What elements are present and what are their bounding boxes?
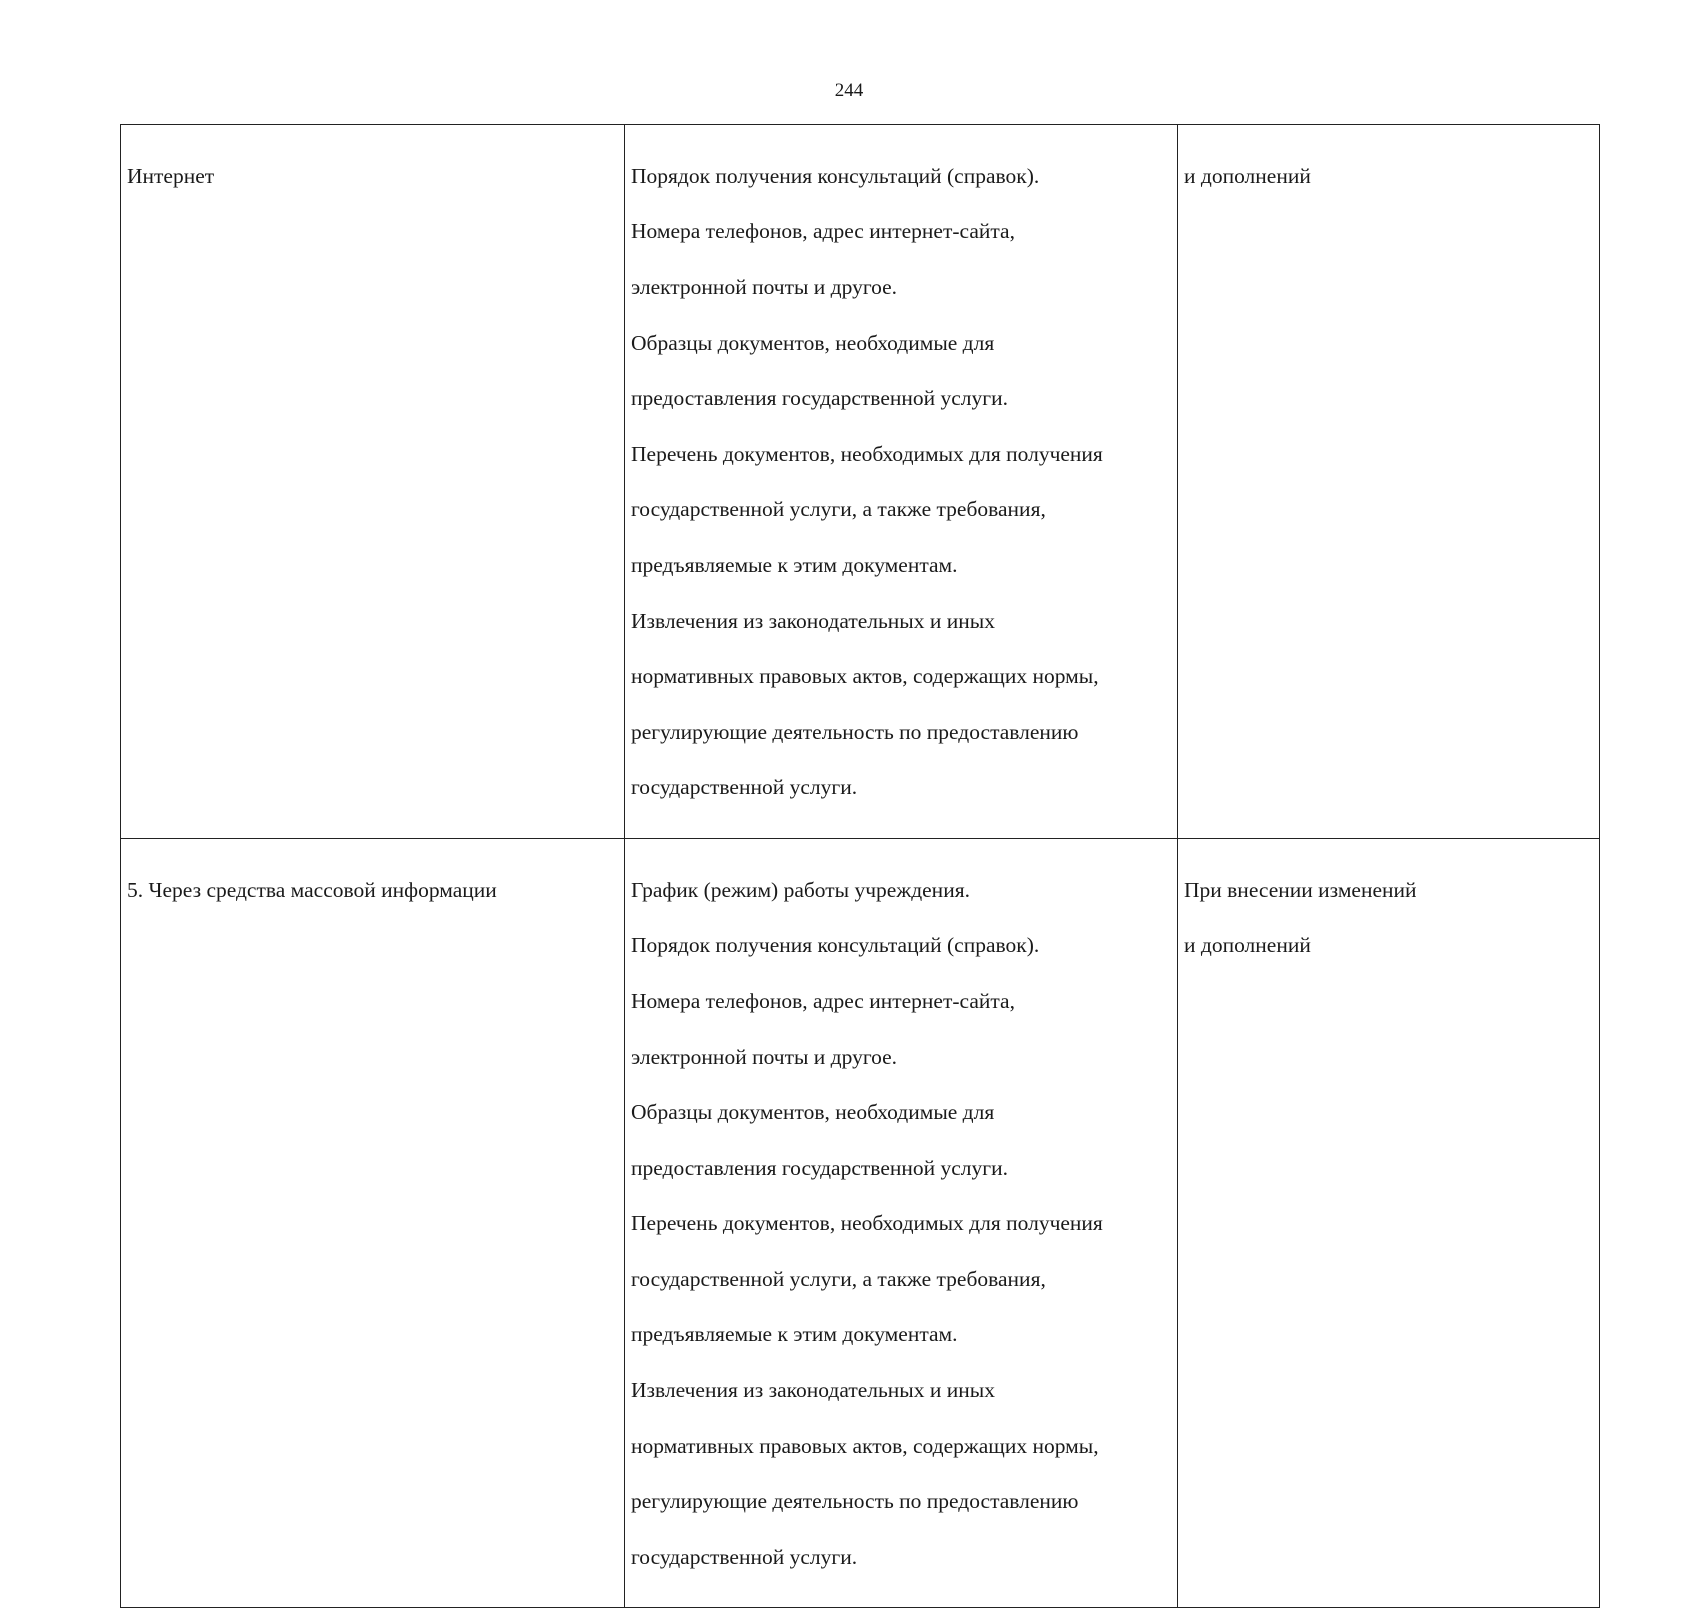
cell-line: регулирующие деятельность по предоставлению [631, 1489, 1079, 1514]
cell-line: Образцы документов, необходимые для [631, 330, 995, 355]
cell-line: и дополнений [1184, 933, 1311, 958]
info-table [120, 124, 1600, 1608]
cell-line: нормативных правовых актов, содержащих нормы, [631, 664, 1099, 689]
cell-line: 5. Через средства массовой информации [127, 877, 497, 902]
cell-line: электронной почты и другое. [631, 274, 898, 299]
cell-line: График (режим) работы учреждения. [631, 877, 970, 902]
cell-line: Перечень документов, необходимых для получения [631, 1211, 1103, 1236]
cell-line: Извлечения из законодательных и иных [631, 608, 995, 633]
cell-line: Перечень документов, необходимых для получения [631, 441, 1103, 466]
table-row [121, 838, 1600, 1608]
cell-line: предъявляемые к этим документам. [631, 1322, 958, 1347]
cell-line: При внесении изменений [1184, 877, 1417, 902]
content-cell [625, 125, 1178, 839]
cell-line: государственной услуги, а также требования, [631, 497, 1046, 522]
cell-line: электронной почты и другое. [631, 1044, 898, 1069]
cell-line: государственной услуги. [631, 1544, 858, 1569]
cell-line: государственной услуги, а также требования, [631, 1266, 1046, 1291]
table-row [121, 125, 1600, 839]
cell-line: Образцы документов, необходимые для [631, 1100, 995, 1125]
cell-line: предоставления государственной услуги. [631, 386, 1008, 411]
cell-line: Номера телефонов, адрес интернет-сайта, [631, 219, 1015, 244]
cell-line: Порядок получения консультаций (справок). [631, 163, 1040, 188]
channel-cell [121, 838, 625, 1608]
page-number: 244 [834, 80, 864, 101]
cell-line: Порядок получения консультаций (справок). [631, 933, 1040, 958]
frequency-cell [1178, 838, 1600, 1608]
cell-line: нормативных правовых актов, содержащих нормы, [631, 1433, 1099, 1458]
channel-cell [121, 125, 625, 839]
cell-line: государственной услуги. [631, 775, 858, 800]
cell-line: регулирующие деятельность по предоставлению [631, 719, 1079, 744]
cell-line: Номера телефонов, адрес интернет-сайта, [631, 988, 1015, 1013]
cell-line: и дополнений [1184, 163, 1311, 188]
cell-line: предъявляемые к этим документам. [631, 552, 958, 577]
cell-line: Извлечения из законодательных и иных [631, 1378, 995, 1403]
content-cell [625, 838, 1178, 1608]
cell-line: предоставления государственной услуги. [631, 1155, 1008, 1180]
cell-line: Интернет [127, 163, 215, 188]
frequency-cell [1178, 125, 1600, 839]
